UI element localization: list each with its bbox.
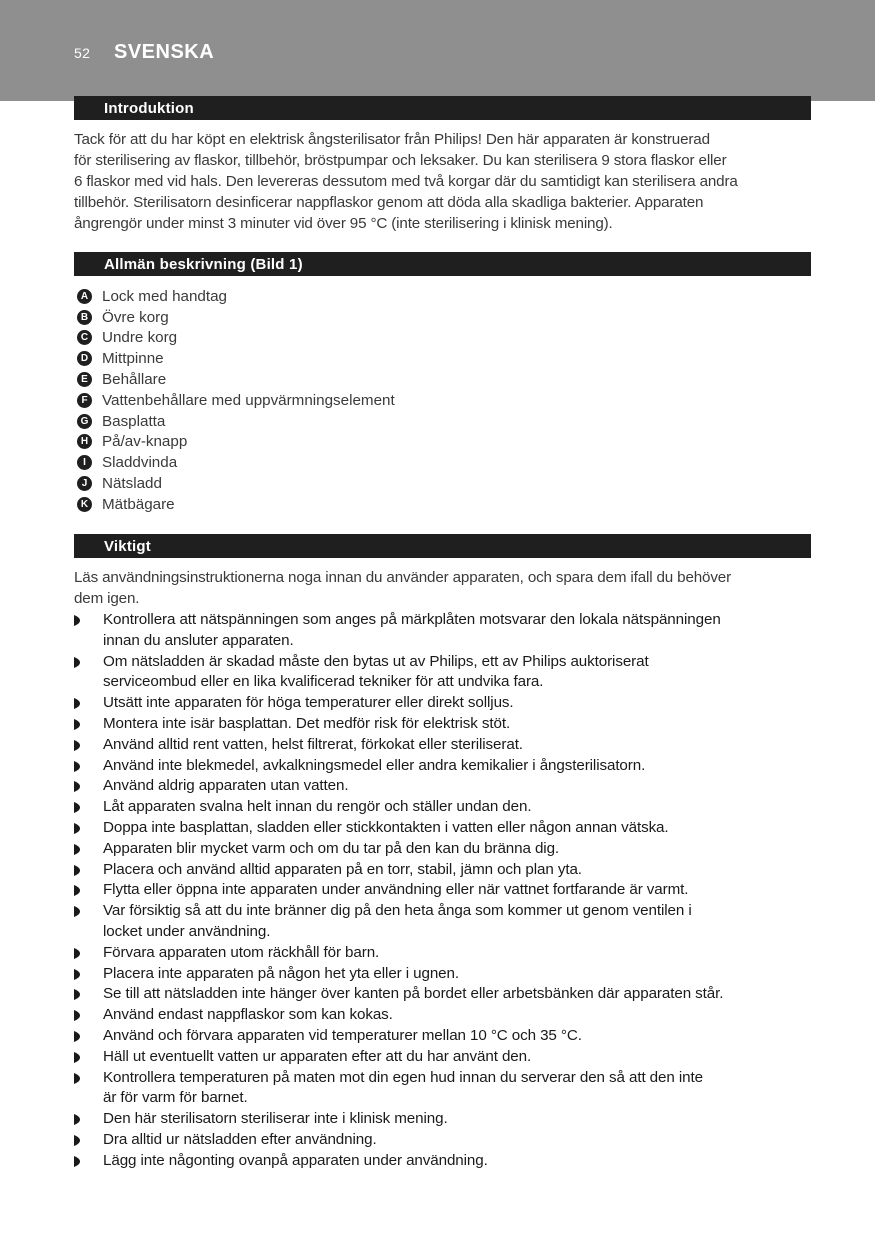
warning-text: Var försiktig så att du inte bränner dig på den heta ånga som kommer ut genom ventilen i bbox=[103, 902, 692, 920]
bullet-arrow-icon bbox=[74, 1052, 80, 1063]
part-item bbox=[77, 328, 577, 349]
warning-item bbox=[74, 1068, 819, 1110]
section-bar-important bbox=[74, 534, 811, 558]
part-item bbox=[77, 348, 577, 369]
warning-text: Den här sterilisatorn steriliserar inte i klinisk mening. bbox=[103, 1110, 448, 1128]
warning-text: Förvara apparaten utom räckhåll för barn. bbox=[103, 943, 380, 961]
bullet-arrow-icon bbox=[74, 885, 80, 896]
section-title-intro: Introduktion bbox=[104, 100, 194, 117]
warning-text: serviceombud eller en lika kvalificerad tekniker för att undvika fara. bbox=[103, 673, 544, 691]
intro-line: 6 flaskor med vid hals. Den levereras dessutom med två korgar där du samtidigt kan sterilisera andra bbox=[74, 173, 738, 190]
bullet-arrow-icon bbox=[74, 1156, 80, 1167]
warning-item bbox=[74, 693, 819, 714]
warning-text: Dra alltid ur nätsladden efter användning. bbox=[103, 1130, 377, 1148]
warning-text: Placera och använd alltid apparaten på en torr, stabil, jämn och plan yta. bbox=[103, 860, 582, 878]
section-title-description: Allmän beskrivning (Bild 1) bbox=[104, 256, 303, 273]
warning-text: Kontrollera att nätspänningen som anges på märkplåten motsvarar den lokala nätspänningen bbox=[103, 611, 721, 628]
section-bar-description bbox=[74, 252, 811, 276]
warning-text: Om nätsladden är skadad måste den bytas ut av Philips, ett av Philips auktoriserat bbox=[103, 652, 649, 670]
warning-item bbox=[74, 880, 819, 901]
part-item bbox=[77, 452, 577, 473]
part-label: Vattenbehållare med uppvärmningselement bbox=[102, 391, 395, 409]
part-label: Nätsladd bbox=[102, 475, 162, 493]
part-item bbox=[77, 307, 577, 328]
letter-badge-icon: H bbox=[77, 434, 92, 449]
bullet-arrow-icon bbox=[74, 1114, 80, 1125]
letter-badge-icon: J bbox=[77, 476, 92, 491]
bullet-arrow-icon bbox=[74, 844, 80, 855]
part-item bbox=[77, 432, 577, 453]
warning-text: Placera inte apparaten på någon het yta eller i ugnen. bbox=[103, 964, 459, 982]
bullet-arrow-icon bbox=[74, 823, 80, 834]
warning-text: Apparaten blir mycket varm och om du tar på den kan du bränna dig. bbox=[103, 839, 560, 857]
warning-text: Använd och förvara apparaten vid temperaturer mellan 10 °C och 35 °C. bbox=[103, 1026, 582, 1044]
bullet-arrow-icon bbox=[74, 781, 80, 792]
warning-item bbox=[74, 1151, 819, 1172]
warning-item bbox=[74, 860, 819, 881]
bullet-arrow-icon bbox=[74, 989, 80, 1000]
warning-item bbox=[74, 735, 819, 756]
letter-badge-icon: I bbox=[77, 455, 92, 470]
warning-item bbox=[74, 714, 819, 735]
warning-text: Använd alltid rent vatten, helst filtrerat, förkokat eller steriliserat. bbox=[103, 735, 523, 753]
letter-badge-icon: D bbox=[77, 351, 92, 366]
intro-line: tillbehör. Sterilisatorn desinficerar nappflaskor genom att döda alla skadliga bakterier. Apparaten bbox=[74, 194, 704, 211]
part-label: På/av-knapp bbox=[102, 433, 188, 451]
warning-text: Låt apparaten svalna helt innan du rengör och ställer undan den. bbox=[103, 798, 532, 816]
warning-text: Använd inte blekmedel, avkalkningsmedel eller andra kemikalier i ångsterilisatorn. bbox=[103, 756, 646, 774]
letter-badge-icon: G bbox=[77, 414, 92, 429]
bullet-arrow-icon bbox=[74, 761, 80, 772]
important-intro-line: Läs användningsinstruktionerna noga innan du använder apparaten, och spara dem ifall du behöver bbox=[74, 569, 732, 586]
important-intro bbox=[74, 567, 814, 609]
part-item bbox=[77, 390, 577, 411]
warning-item bbox=[74, 1109, 819, 1130]
bullet-arrow-icon bbox=[74, 1031, 80, 1042]
language-title: SVENSKA bbox=[114, 41, 215, 63]
bullet-arrow-icon bbox=[74, 698, 80, 709]
warning-item bbox=[74, 1026, 819, 1047]
warning-item bbox=[74, 943, 819, 964]
warning-text: Montera inte isär basplattan. Det medför risk för elektrisk stöt. bbox=[103, 714, 511, 732]
warning-text: är för varm för barnet. bbox=[103, 1089, 248, 1107]
warning-item bbox=[74, 984, 819, 1005]
part-label: Övre korg bbox=[102, 308, 169, 326]
warning-item bbox=[74, 818, 819, 839]
warning-text: Se till att nätsladden inte hänger över kanten på bordet eller arbetsbänken där apparaten står. bbox=[103, 985, 724, 1003]
parts-list bbox=[77, 286, 577, 515]
warning-item bbox=[74, 652, 819, 694]
warning-text: Använd aldrig apparaten utan vatten. bbox=[103, 777, 349, 795]
warning-text: Doppa inte basplattan, sladden eller stickkontakten i vatten eller någon annan vätska. bbox=[103, 818, 669, 836]
part-label: Mittpinne bbox=[102, 350, 164, 368]
part-label: Undre korg bbox=[102, 329, 178, 347]
bullet-arrow-icon bbox=[74, 740, 80, 751]
section-title-important: Viktigt bbox=[104, 538, 151, 555]
letter-badge-icon: K bbox=[77, 497, 92, 512]
warning-item bbox=[74, 610, 819, 652]
bullet-arrow-icon bbox=[74, 719, 80, 730]
bullet-arrow-icon bbox=[74, 1073, 80, 1084]
bullet-arrow-icon bbox=[74, 657, 80, 668]
warning-item bbox=[74, 776, 819, 797]
warning-item bbox=[74, 756, 819, 777]
part-label: Sladdvinda bbox=[102, 454, 178, 472]
bullet-arrow-icon bbox=[74, 906, 80, 917]
letter-badge-icon: C bbox=[77, 330, 92, 345]
warning-text: locket under användning. bbox=[103, 922, 271, 940]
page-number: 52 bbox=[74, 45, 91, 61]
intro-line: ångrengör under minst 3 minuter vid över 95 °C (inte sterilisering i klinisk mening). bbox=[74, 215, 613, 232]
letter-badge-icon: F bbox=[77, 393, 92, 408]
warning-item bbox=[74, 964, 819, 985]
intro-line: för sterilisering av flaskor, tillbehör, bröstpumpar och leksaker. Du kan sterilisera 9 stora flaskor eller bbox=[74, 152, 727, 169]
warning-text: Använd endast nappflaskor som kan kokas. bbox=[103, 1006, 393, 1024]
intro-line: Tack för att du har köpt en elektrisk ångsterilisator från Philips! Den här apparaten är konstruerad bbox=[74, 131, 710, 148]
warning-item bbox=[74, 901, 819, 943]
part-item bbox=[77, 369, 577, 390]
part-item bbox=[77, 286, 577, 307]
part-label: Behållare bbox=[102, 371, 167, 389]
bullet-arrow-icon bbox=[74, 969, 80, 980]
bullet-arrow-icon bbox=[74, 615, 80, 626]
warning-text: Kontrollera temperaturen på maten mot din egen hud innan du serverar den så att den inte bbox=[103, 1068, 703, 1086]
bullet-arrow-icon bbox=[74, 948, 80, 959]
warning-text: Utsätt inte apparaten för höga temperaturer eller direkt solljus. bbox=[103, 694, 514, 712]
bullet-arrow-icon bbox=[74, 1010, 80, 1021]
part-item bbox=[77, 473, 577, 494]
warning-text: Lägg inte någonting ovanpå apparaten under användning. bbox=[103, 1151, 488, 1169]
warning-list bbox=[74, 610, 819, 1172]
warning-item bbox=[74, 797, 819, 818]
warning-item bbox=[74, 1005, 819, 1026]
warning-text: Häll ut eventuellt vatten ur apparaten efter att du har använt den. bbox=[103, 1047, 532, 1065]
warning-text: Flytta eller öppna inte apparaten under användning eller när vattnet fortfarande är varmt. bbox=[103, 881, 689, 899]
intro-paragraph bbox=[74, 129, 814, 234]
part-label: Lock med handtag bbox=[102, 287, 227, 305]
bullet-arrow-icon bbox=[74, 865, 80, 876]
letter-badge-icon: A bbox=[77, 289, 92, 304]
warning-item bbox=[74, 839, 819, 860]
letter-badge-icon: B bbox=[77, 310, 92, 325]
bullet-arrow-icon bbox=[74, 1135, 80, 1146]
part-label: Basplatta bbox=[102, 412, 166, 430]
warning-item bbox=[74, 1047, 819, 1068]
warning-item bbox=[74, 1130, 819, 1151]
important-intro-line: dem igen. bbox=[74, 590, 140, 607]
warning-text: innan du ansluter apparaten. bbox=[103, 631, 294, 649]
section-bar-intro bbox=[74, 96, 811, 120]
letter-badge-icon: E bbox=[77, 372, 92, 387]
bullet-arrow-icon bbox=[74, 802, 80, 813]
part-item bbox=[77, 411, 577, 432]
part-label: Mätbägare bbox=[102, 495, 175, 513]
part-item bbox=[77, 494, 577, 515]
